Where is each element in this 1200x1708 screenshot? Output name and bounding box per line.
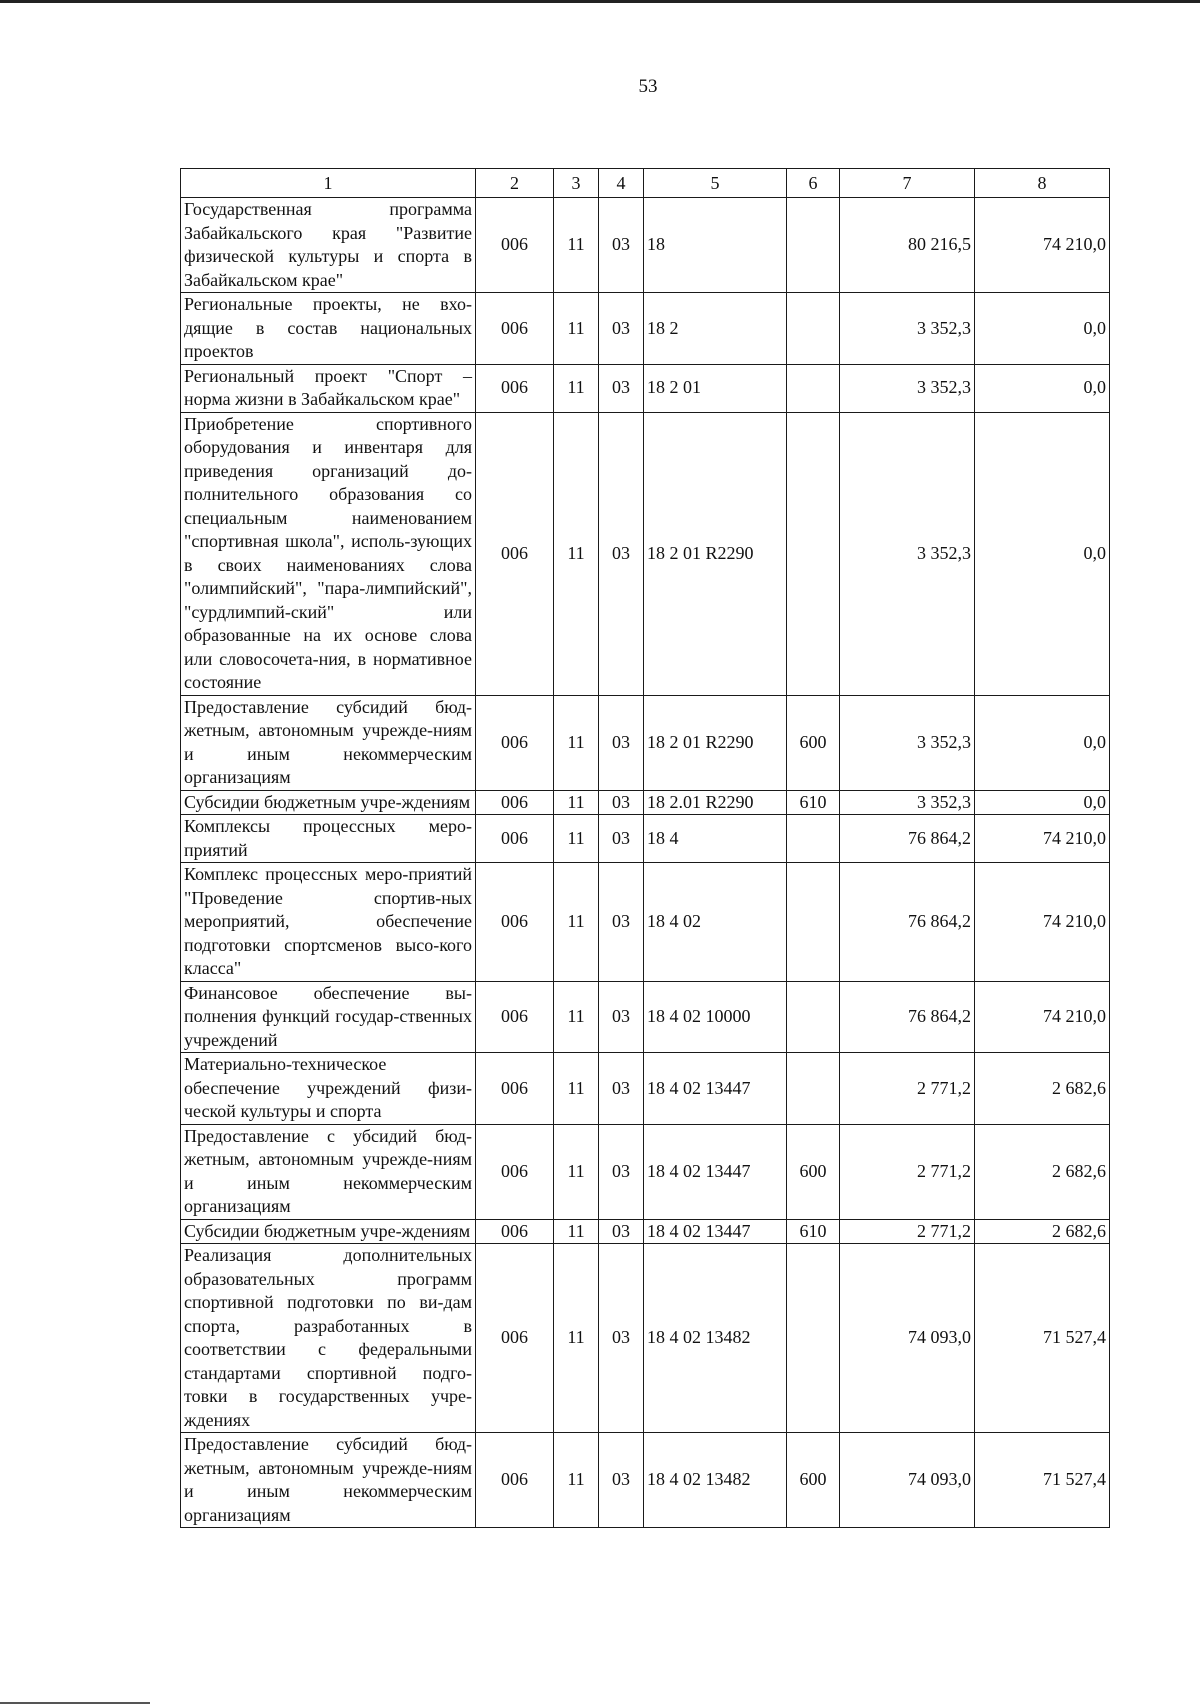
amount-col7-cell: 3 352,3 — [840, 293, 975, 365]
column-header: 2 — [476, 169, 554, 198]
expense-type-cell: 600 — [787, 1124, 840, 1219]
section-cell: 11 — [554, 863, 599, 982]
amount-col7-cell: 2 771,2 — [840, 1124, 975, 1219]
row-name-cell: Региональные проекты, не вхо-дящие в состав национальных проектов — [181, 293, 476, 365]
section-cell: 11 — [554, 815, 599, 863]
table-row — [181, 412, 1110, 695]
table-body — [181, 198, 1110, 1528]
table-row — [181, 1433, 1110, 1528]
subsection-cell: 03 — [599, 1053, 644, 1125]
subsection-cell: 03 — [599, 364, 644, 412]
amount-col7-cell: 2 771,2 — [840, 1053, 975, 1125]
subsection-cell: 03 — [599, 981, 644, 1053]
amount-col8-cell: 0,0 — [975, 293, 1110, 365]
table-row — [181, 198, 1110, 293]
section-cell: 11 — [554, 293, 599, 365]
header-row — [181, 169, 1110, 198]
section-cell: 11 — [554, 198, 599, 293]
page-number: 53 — [638, 76, 658, 97]
section-cell: 11 — [554, 695, 599, 790]
expense-type-cell — [787, 1053, 840, 1125]
admin-code-cell: 006 — [476, 293, 554, 365]
amount-col7-cell: 74 093,0 — [840, 1244, 975, 1433]
target-article-cell: 18 2 01 R2290 — [644, 412, 787, 695]
target-article-cell: 18 4 02 13482 — [644, 1433, 787, 1528]
section-cell: 11 — [554, 412, 599, 695]
subsection-cell: 03 — [599, 790, 644, 815]
subsection-cell: 03 — [599, 863, 644, 982]
subsection-cell: 03 — [599, 695, 644, 790]
admin-code-cell: 006 — [476, 1433, 554, 1528]
column-header: 4 — [599, 169, 644, 198]
row-name-cell: Комплекс процессных меро-приятий "Проведение спортив-ных мероприятий, обеспечение подготовки спортсменов высо-кого класса" — [181, 863, 476, 982]
row-name-cell: Предоставление субсидий бюд-жетным, автономным учрежде-ниям и иным некоммерческим организациям — [181, 1433, 476, 1528]
section-cell: 11 — [554, 1053, 599, 1125]
admin-code-cell: 006 — [476, 364, 554, 412]
expense-type-cell — [787, 293, 840, 365]
target-article-cell: 18 4 02 10000 — [644, 981, 787, 1053]
section-cell: 11 — [554, 1244, 599, 1433]
admin-code-cell: 006 — [476, 815, 554, 863]
budget-table — [180, 168, 1110, 1528]
target-article-cell: 18 4 02 13447 — [644, 1053, 787, 1125]
table-row — [181, 695, 1110, 790]
section-cell: 11 — [554, 364, 599, 412]
admin-code-cell: 006 — [476, 1053, 554, 1125]
admin-code-cell: 006 — [476, 863, 554, 982]
section-cell: 11 — [554, 1124, 599, 1219]
admin-code-cell: 006 — [476, 790, 554, 815]
table-row — [181, 364, 1110, 412]
expense-type-cell: 610 — [787, 1219, 840, 1244]
table-row — [181, 1124, 1110, 1219]
expense-type-cell — [787, 198, 840, 293]
section-cell: 11 — [554, 1433, 599, 1528]
row-name-cell: Предоставление субсидий бюд-жетным, автономным учрежде-ниям и иным некоммерческим организациям — [181, 695, 476, 790]
expense-type-cell: 600 — [787, 695, 840, 790]
admin-code-cell: 006 — [476, 695, 554, 790]
amount-col8-cell: 2 682,6 — [975, 1219, 1110, 1244]
table-row — [181, 863, 1110, 982]
amount-col8-cell: 71 527,4 — [975, 1244, 1110, 1433]
target-article-cell: 18 2 01 — [644, 364, 787, 412]
row-name-cell: Субсидии бюджетным учре-ждениям — [181, 1219, 476, 1244]
expense-type-cell — [787, 863, 840, 982]
amount-col8-cell: 71 527,4 — [975, 1433, 1110, 1528]
amount-col7-cell: 76 864,2 — [840, 981, 975, 1053]
row-name-cell: Финансовое обеспечение вы-полнения функций государ-ственных учреждений — [181, 981, 476, 1053]
target-article-cell: 18 — [644, 198, 787, 293]
subsection-cell: 03 — [599, 1433, 644, 1528]
row-name-cell: Региональный проект "Спорт – норма жизни в Забайкальском крае" — [181, 364, 476, 412]
table-header — [181, 169, 1110, 198]
row-name-cell: Комплексы процессных меро-приятий — [181, 815, 476, 863]
target-article-cell: 18 2.01 R2290 — [644, 790, 787, 815]
subsection-cell: 03 — [599, 1219, 644, 1244]
amount-col7-cell: 3 352,3 — [840, 790, 975, 815]
section-cell: 11 — [554, 981, 599, 1053]
admin-code-cell: 006 — [476, 1244, 554, 1433]
target-article-cell: 18 4 02 13447 — [644, 1124, 787, 1219]
column-header: 8 — [975, 169, 1110, 198]
target-article-cell: 18 4 02 13447 — [644, 1219, 787, 1244]
amount-col8-cell: 2 682,6 — [975, 1124, 1110, 1219]
amount-col8-cell: 0,0 — [975, 364, 1110, 412]
row-name-cell: Материально-техническое обеспечение учреждений физи-ческой культуры и спорта — [181, 1053, 476, 1125]
amount-col7-cell: 76 864,2 — [840, 863, 975, 982]
expense-type-cell: 600 — [787, 1433, 840, 1528]
row-name-cell: Приобретение спортивного оборудования и инвентаря для приведения организаций до-полнительного образования со специальным наименованием "спортивная школа", исполь-зующих в своих наименованиях слова "олимпийский", "пара-лимпийский", "сурдлимпий-ский" или образованные на их основе слова или словосочета-ния, в нормативное состояние — [181, 412, 476, 695]
table-row — [181, 293, 1110, 365]
subsection-cell: 03 — [599, 412, 644, 695]
admin-code-cell: 006 — [476, 1124, 554, 1219]
amount-col7-cell: 76 864,2 — [840, 815, 975, 863]
table-row — [181, 815, 1110, 863]
amount-col7-cell: 3 352,3 — [840, 412, 975, 695]
expense-type-cell — [787, 364, 840, 412]
subsection-cell: 03 — [599, 293, 644, 365]
amount-col7-cell: 3 352,3 — [840, 695, 975, 790]
table-row — [181, 981, 1110, 1053]
amount-col7-cell: 2 771,2 — [840, 1219, 975, 1244]
table-row — [181, 1053, 1110, 1125]
target-article-cell: 18 2 01 R2290 — [644, 695, 787, 790]
row-name-cell: Государственная программа Забайкальского края "Развитие физической культуры и спорта в Забайкальском крае" — [181, 198, 476, 293]
column-header: 5 — [644, 169, 787, 198]
column-header: 6 — [787, 169, 840, 198]
column-header: 3 — [554, 169, 599, 198]
amount-col8-cell: 0,0 — [975, 790, 1110, 815]
amount-col7-cell: 3 352,3 — [840, 364, 975, 412]
footnote-rule — [0, 1702, 150, 1704]
top-rule — [0, 0, 1200, 3]
row-name-cell: Предоставление с убсидий бюд-жетным, автономным учрежде-ниям и иным некоммерческим организациям — [181, 1124, 476, 1219]
amount-col8-cell: 74 210,0 — [975, 198, 1110, 293]
amount-col8-cell: 74 210,0 — [975, 981, 1110, 1053]
subsection-cell: 03 — [599, 1124, 644, 1219]
table-row — [181, 790, 1110, 815]
expense-type-cell — [787, 412, 840, 695]
row-name-cell: Субсидии бюджетным учре-ждениям — [181, 790, 476, 815]
column-header: 1 — [181, 169, 476, 198]
admin-code-cell: 006 — [476, 412, 554, 695]
subsection-cell: 03 — [599, 198, 644, 293]
expense-type-cell: 610 — [787, 790, 840, 815]
section-cell: 11 — [554, 790, 599, 815]
row-name-cell: Реализация дополнительных образовательных программ спортивной подготовки по ви-дам спорта, разработанных в соответствии с федеральными стандартами спортивной подго-товки в государственных учре-ждениях — [181, 1244, 476, 1433]
amount-col8-cell: 0,0 — [975, 412, 1110, 695]
target-article-cell: 18 4 02 — [644, 863, 787, 982]
target-article-cell: 18 2 — [644, 293, 787, 365]
target-article-cell: 18 4 — [644, 815, 787, 863]
subsection-cell: 03 — [599, 815, 644, 863]
admin-code-cell: 006 — [476, 198, 554, 293]
expense-type-cell — [787, 981, 840, 1053]
expense-type-cell — [787, 815, 840, 863]
column-header: 7 — [840, 169, 975, 198]
section-cell: 11 — [554, 1219, 599, 1244]
admin-code-cell: 006 — [476, 981, 554, 1053]
amount-col7-cell: 74 093,0 — [840, 1433, 975, 1528]
admin-code-cell: 006 — [476, 1219, 554, 1244]
amount-col8-cell: 2 682,6 — [975, 1053, 1110, 1125]
expense-type-cell — [787, 1244, 840, 1433]
amount-col8-cell: 74 210,0 — [975, 815, 1110, 863]
target-article-cell: 18 4 02 13482 — [644, 1244, 787, 1433]
table-row — [181, 1219, 1110, 1244]
subsection-cell: 03 — [599, 1244, 644, 1433]
amount-col8-cell: 74 210,0 — [975, 863, 1110, 982]
amount-col7-cell: 80 216,5 — [840, 198, 975, 293]
amount-col8-cell: 0,0 — [975, 695, 1110, 790]
table-row — [181, 1244, 1110, 1433]
